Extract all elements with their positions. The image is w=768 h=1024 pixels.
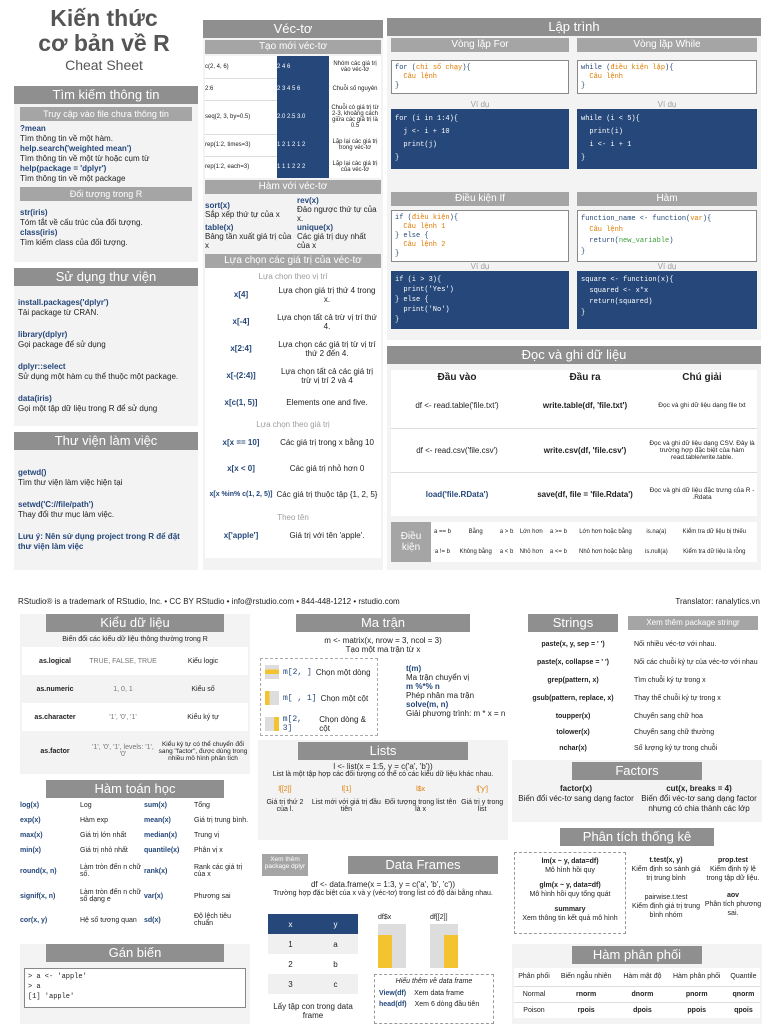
table-row: Giá trị thứ 2 của l. List mới với giá trị đầu tiên Đối tượng trong list tên là x Giá trị y trong list xyxy=(266,799,504,813)
function-block xyxy=(577,192,757,329)
help-header: Tìm kiếm thông tin xyxy=(14,86,198,104)
if-example-code: if (i > 3){ print('Yes') } else { print('No') } xyxy=(391,271,569,329)
for-example-code: for (i in 1:4){ j <- i + 10 print(j) } xyxy=(391,109,569,169)
factors-panel xyxy=(512,760,762,822)
column-select-icon xyxy=(265,691,279,705)
dist-header: Hàm phân phối xyxy=(572,946,702,964)
while-loop-title: Vòng lặp While xyxy=(577,38,757,52)
obj-desc-1: Tóm tắt về cấu trúc của đối tượng. xyxy=(20,218,143,227)
table-row: as.numeric 1, 0, 1 Kiểu số xyxy=(36,685,215,693)
df-dollar-label: df$x xyxy=(378,914,392,921)
lists-code: l <- list(x = 1:5, y = c('a', 'b')) xyxy=(333,762,433,771)
wd-note: Lưu ý: Nên sử dụng project trong R để đặt thư viện làm việc xyxy=(18,532,180,551)
table-row: rep(1:2, each=3) 1 1 1 2 2 2 Lặp lại các giá trị của véc-tơ xyxy=(205,156,381,178)
lib-desc-1: Tải package từ CRAN. xyxy=(18,308,99,317)
table-row: paste(x, y, sep = ' ') Nối nhiều véc-tơ với nhau. xyxy=(541,640,717,648)
function-title: Hàm xyxy=(577,192,757,206)
if-block xyxy=(391,192,569,329)
table-row: as.character '1', '0', '1' Kiểu ký tự xyxy=(22,703,248,731)
types-panel xyxy=(20,614,250,774)
stats-panel xyxy=(512,828,762,940)
vector-functions-sub: Hàm với véc-tơ xyxy=(205,180,381,194)
lists-select-table xyxy=(260,786,506,819)
table-row: paste(x, collapse = ' ') Nối các chuỗi ký tự của véc-tơ với nhau xyxy=(537,658,758,666)
help-desc-1: Tìm thông tin về một hàm. xyxy=(20,134,113,143)
vectors-panel xyxy=(203,20,383,570)
lib-desc-2: Gọi package để sử dụng xyxy=(18,340,106,349)
table-row: 1 a xyxy=(268,934,358,954)
dist-table xyxy=(514,968,760,1018)
vector-functions-table xyxy=(205,196,381,250)
table-row: grep(pattern, x) Tìm chuỗi ký tự trong x xyxy=(547,676,706,684)
table-row: load('file.RData') save(df, file = 'file.Rdata') Đọc và ghi dữ liệu đặc trưng của R - .Rdata xyxy=(391,472,757,516)
lib-fn-2: library(dplyr) xyxy=(18,330,68,339)
df-dollar-icon xyxy=(378,924,406,968)
matrix-panel xyxy=(258,614,508,740)
lib-fn-4: data(iris) xyxy=(18,394,52,403)
footer-translator: Translator: ranalytics.vn xyxy=(675,597,760,606)
table-row: nchar(x) Số lượng ký tự trong chuỗi xyxy=(559,744,718,752)
table-row: log(x) Log sum(x) Tổng xyxy=(20,802,210,809)
vector-create-table xyxy=(205,56,381,178)
title-line1: Kiến thức xyxy=(50,5,158,31)
strings-table xyxy=(512,636,762,756)
cut-fn-block: cut(x, breaks = 4) Biến đổi véc-tơ sang dạng factor nhưng có chia thành các lớp xyxy=(641,784,757,813)
for-loop-code: for (chỉ số chạy){ Câu lệnh } xyxy=(391,60,569,94)
factors-header: Factors xyxy=(572,762,702,780)
table-row: exp(x) Hàm exp mean(x) Giá trị trung bình. xyxy=(20,817,249,824)
table-row: max(x) Giá trị lớn nhất median(x) Trung vị xyxy=(20,832,220,839)
objects-sub: Đối tượng trong R xyxy=(20,187,192,201)
table-row: signif(x, n) Làm tròn đến n chữ số dạng e var(x) Phương sai xyxy=(20,889,231,903)
models-box: lm(x ~ y, data=df) Mô hình hồi quy glm(x ~ y, data=df) Mô hình hồi quy tổng quát summary Xem thông tin kết quả mô hình xyxy=(514,852,626,934)
obj-fn-2: class(iris) xyxy=(20,228,58,237)
assign-header: Gán biến xyxy=(46,944,224,962)
df-index-label: df[[2]] xyxy=(430,914,448,921)
cell-select-icon xyxy=(265,717,279,731)
workdir-header: Thư viện làm việc xyxy=(14,432,198,450)
vector-select-box: Lựa chọn theo vị trí x[4] Lựa chọn giá trị thứ 4 trong x. x[-4] Lựa chọn tất cả trừ vị trí thứ 4. x[2:4] Lựa chọn các giá trị từ vị trí thứ 2 đến 4. x[-(2:4)] Lựa chọn tất cả các giá trị trừ vị trí 2 và 4 x[c(1, 5)] Elements one and five. Lựa chọn theo giá trị x[x == 10] Các giá trị trong x bằng 10 x[x < 0] Các giá trị nhỏ hơn 0 x[x %in% c(1, 2, 5)] Các giá trị thuộc tập {1, 2, 5} Theo tên x['apple'] Giá trị với tên 'apple'. xyxy=(205,268,381,558)
help-fn-1: ?mean xyxy=(20,124,46,133)
table-row: 2 b xyxy=(268,954,358,974)
lib-fn-3: dplyr::select xyxy=(18,362,66,371)
prop-col: prop.test Kiểm định tỷ lệ trong tập dữ liệu. aov Phân tích phương sai. xyxy=(704,857,762,917)
assign-panel xyxy=(20,944,250,1024)
dataframes-panel xyxy=(258,852,508,1024)
wd-desc-2: Thay đổi thư mục làm việc. xyxy=(18,510,115,519)
table-row: 2:6 2 3 4 5 6 Chuỗi số nguyên xyxy=(205,78,381,100)
vector-select-sub: Lựa chọn các giá trị của véc-tơ xyxy=(205,254,381,268)
while-loop-code: while (điều kiện lặp){ Câu lệnh } xyxy=(577,60,757,94)
matrix-code: m <- matrix(x, nrow = 3, ncol = 3) xyxy=(324,636,442,645)
programming-header: Lập trình xyxy=(387,18,761,36)
table-row: df <- read.csv('file.csv') write.csv(df, 'file.csv') Đọc và ghi dữ liệu dạng CSV. Đây là trường hợp đặc biệt của hàm read.table/write.table. xyxy=(391,428,757,472)
df-subset-label: Lấy tập con trong data frame xyxy=(273,1002,353,1020)
table-row: Phân phối Biến ngẫu nhiên Hàm mật độ Hàm phân phối Quantile xyxy=(518,973,757,981)
df-sub: Trường hợp đặc biệt của x và y (véc-tơ) trong list có độ dài bằng nhau. xyxy=(273,890,493,897)
table-row: cor(x, y) Hệ số tương quan sd(x) Độ lệch tiêu chuẩn xyxy=(20,913,231,927)
stringr-note: Xem thêm package stringr xyxy=(628,616,758,630)
help-fn-3: help(package = 'dplyr') xyxy=(20,164,107,173)
help-fn-2: help.search('weighted mean') xyxy=(20,144,132,153)
stats-header: Phân tích thống kê xyxy=(560,828,714,846)
title-block xyxy=(20,6,188,74)
table-row: c(2, 4, 6) 2 4 6 Nhóm các giá trị vào véc-tơ xyxy=(205,56,381,78)
wd-fn-1: getwd() xyxy=(18,468,47,477)
assign-code: > a <- 'apple' > a [1] 'apple' xyxy=(24,968,246,1008)
lib-desc-3: Sử dụng một hàm cụ thể thuộc một package. xyxy=(18,372,179,381)
table-row: round(x, n) Làm tròn đến n chữ số. rank(x) Rank các giá trị của x xyxy=(20,864,243,878)
table-row: gsub(pattern, replace, x) Thay thế chuỗi ký tự trong x xyxy=(532,694,721,702)
vectors-header: Véc-tơ xyxy=(203,20,383,38)
help-desc-3: Tìm thông tin về một package xyxy=(20,174,126,183)
matrix-select-box: m[2, ] Chọn một dòng m[ , 1] Chọn một cột m[2, 3] Chọn dòng & cột xyxy=(260,658,378,736)
table-row: Normal rnorm dnorm pnorm qnorm xyxy=(514,986,760,1002)
tests-col: t.test(x, y) Kiểm định so sánh giá trị trung bình pairwise.t.test Kiểm định giá trị trung bình nhóm xyxy=(631,857,701,919)
select-by-name-label: Theo tên xyxy=(277,513,309,522)
table-row: df <- read.table('file.txt') write.table(df, 'file.txt') Đọc và ghi dữ liệu dạng file txt xyxy=(415,401,746,411)
table-row: a != b Không bằng a < b Nhỏ hơn a <= b Nhỏ hơn hoặc bằng is.null(a) Kiểm tra dữ liệu là rỗng xyxy=(391,542,757,562)
help-sub: Truy cập vào file chưa thông tin xyxy=(20,107,192,121)
conditions-table xyxy=(391,522,757,562)
workdir-panel xyxy=(14,432,198,570)
title-line2: cơ bản về R xyxy=(38,30,170,56)
factor-fn-block: factor(x) Biến đổi véc-tơ sang dạng factor xyxy=(518,784,634,803)
lists-panel xyxy=(258,740,508,840)
table-row: as.factor '1', '0', '1', levels: '1', '0' Kiểu ký tự có thể chuyển đổi sang "factor", được dùng trong nhiều mô hình phân tích xyxy=(40,740,248,762)
table-row: Điều kiện a == b Bằng a > b Lớn hơn a >= b Lớn hơn hoặc bằng is.na(a) Kiểm tra dữ liệu bị thiếu xyxy=(391,522,757,542)
footer-credits: RStudio® is a trademark of RStudio, Inc. • CC BY RStudio • info@rstudio.com • 844-448-1212 • rstudio.com xyxy=(18,597,400,606)
math-header: Hàm toán học xyxy=(46,780,224,798)
while-loop-block xyxy=(577,38,757,169)
lib-fn-1: install.packages('dplyr') xyxy=(18,298,109,307)
function-example-code: square <- function(x){ squared <- x*x return(squared) } xyxy=(577,271,757,329)
io-table xyxy=(391,370,757,516)
table-row: table(x) Bảng tần xuất giá trị của x unique(x) Các giá trị duy nhất của x xyxy=(205,223,366,250)
library-panel xyxy=(14,268,198,426)
obj-fn-1: str(iris) xyxy=(20,208,48,217)
df-code: df <- data.frame(x = 1:3, y = c('a', 'b', 'c')) xyxy=(310,880,456,889)
row-select-icon xyxy=(265,665,279,679)
table-row: x y xyxy=(288,919,338,929)
if-title: Điều kiện If xyxy=(391,192,569,206)
help-panel xyxy=(14,86,198,262)
table-row: tolower(x) Chuyển sang chữ thường xyxy=(556,728,715,736)
if-example-label: Ví dụ xyxy=(470,262,490,271)
table-row: Poison rpois dpois ppois qpois xyxy=(514,1002,760,1018)
table-row: seq(2, 3, by=0.5) 2.0 2.5 3.0 Chuỗi có giá trị từ 2-3, khoảng cách giữa các giá trị là 0.5 xyxy=(205,100,381,134)
lists-header: Lists xyxy=(298,742,468,760)
matrix-sub: Tạo một ma trận từ x xyxy=(345,645,421,654)
types-sub: Biến đổi các kiểu dữ liệu thông thường trong R xyxy=(62,636,208,643)
library-header: Sử dụng thư viện xyxy=(14,268,198,286)
table-row: min(x) Giá trị nhỏ nhất quantile(x) Phân vị x xyxy=(20,847,223,854)
df-more-box: Hiểu thêm về data frame View(df) Xem data frame head(df) Xem 6 dòng đầu tiên xyxy=(374,974,494,1024)
types-table xyxy=(22,647,248,771)
for-loop-block xyxy=(391,38,569,169)
dataframes-header: Data Frames xyxy=(348,856,498,874)
help-desc-2: Tìm thông tin về một từ hoặc cụm từ xyxy=(20,154,150,163)
vectors-create-sub: Tạo mới véc-tơ xyxy=(205,40,381,54)
dist-panel xyxy=(512,944,762,1024)
dplyr-note: Xem thêm package dplyr xyxy=(262,854,308,876)
io-header: Đọc và ghi dữ liệu xyxy=(387,346,761,364)
for-loop-title: Vòng lặp For xyxy=(391,38,569,52)
table-row: rep(1:2, times=3) 1 2 1 2 1 2 Lặp lại các giá trị trong véc-tơ xyxy=(205,134,381,156)
for-example-label: Ví dụ xyxy=(470,100,490,109)
while-example-label: Ví dụ xyxy=(657,100,677,109)
obj-desc-2: Tìm kiếm class của đối tượng. xyxy=(20,238,128,247)
types-header: Kiểu dữ liệu xyxy=(46,614,224,632)
table-row: Đầu vào Đầu ra Chú giải xyxy=(437,371,722,383)
wd-fn-2: setwd('C://file/path') xyxy=(18,500,94,509)
while-example-code: while (i < 5){ print(i) i <- i + 1 } xyxy=(577,109,757,169)
lists-sub: List là một tập hợp các đối tượng có thể có các kiểu dữ liệu khác nhau. xyxy=(272,771,494,778)
lib-desc-4: Gọi một tập dữ liệu trong R để sử dụng xyxy=(18,404,158,413)
table-row: 3 c xyxy=(268,974,358,994)
table-row: toupper(x) Chuyển sang chữ hoa xyxy=(555,712,703,720)
wd-desc-1: Tìm thư viện làm việc hiện tại xyxy=(18,478,123,487)
df-index-icon xyxy=(430,924,458,968)
select-by-value-label: Lựa chọn theo giá trị xyxy=(256,420,330,429)
matrix-functions: t(m) Ma trận chuyển vị m %*% n Phép nhân ma trận solve(m, n) Giải phương trình: m * x = n xyxy=(406,664,506,718)
table-row: as.logical TRUE, FALSE, TRUE Kiểu logic xyxy=(22,647,248,675)
df-table xyxy=(268,914,358,994)
io-panel xyxy=(387,346,761,570)
math-panel xyxy=(20,780,250,940)
function-example-label: Ví dụ xyxy=(657,262,677,271)
if-code: if (điều kiện){ Câu lệnh 1 } else { Câu lệnh 2 } xyxy=(391,210,569,262)
math-table xyxy=(20,798,250,932)
strings-panel xyxy=(512,614,762,754)
matrix-header: Ma trận xyxy=(296,614,470,632)
function-code: function_name <- function(var){ Câu lệnh return(new_variable) } xyxy=(577,210,757,262)
table-row: sort(x) Sắp xếp thứ tự của x rev(x) Đảo ngược thứ tự của x. xyxy=(205,196,377,223)
programming-panel xyxy=(387,18,761,340)
select-by-position-label: Lựa chọn theo vị trí xyxy=(258,272,328,281)
table-row: l[[2]] l[1] l$x l['y'] xyxy=(278,786,488,793)
strings-header: Strings xyxy=(528,614,618,632)
title-line3: Cheat Sheet xyxy=(65,57,143,73)
